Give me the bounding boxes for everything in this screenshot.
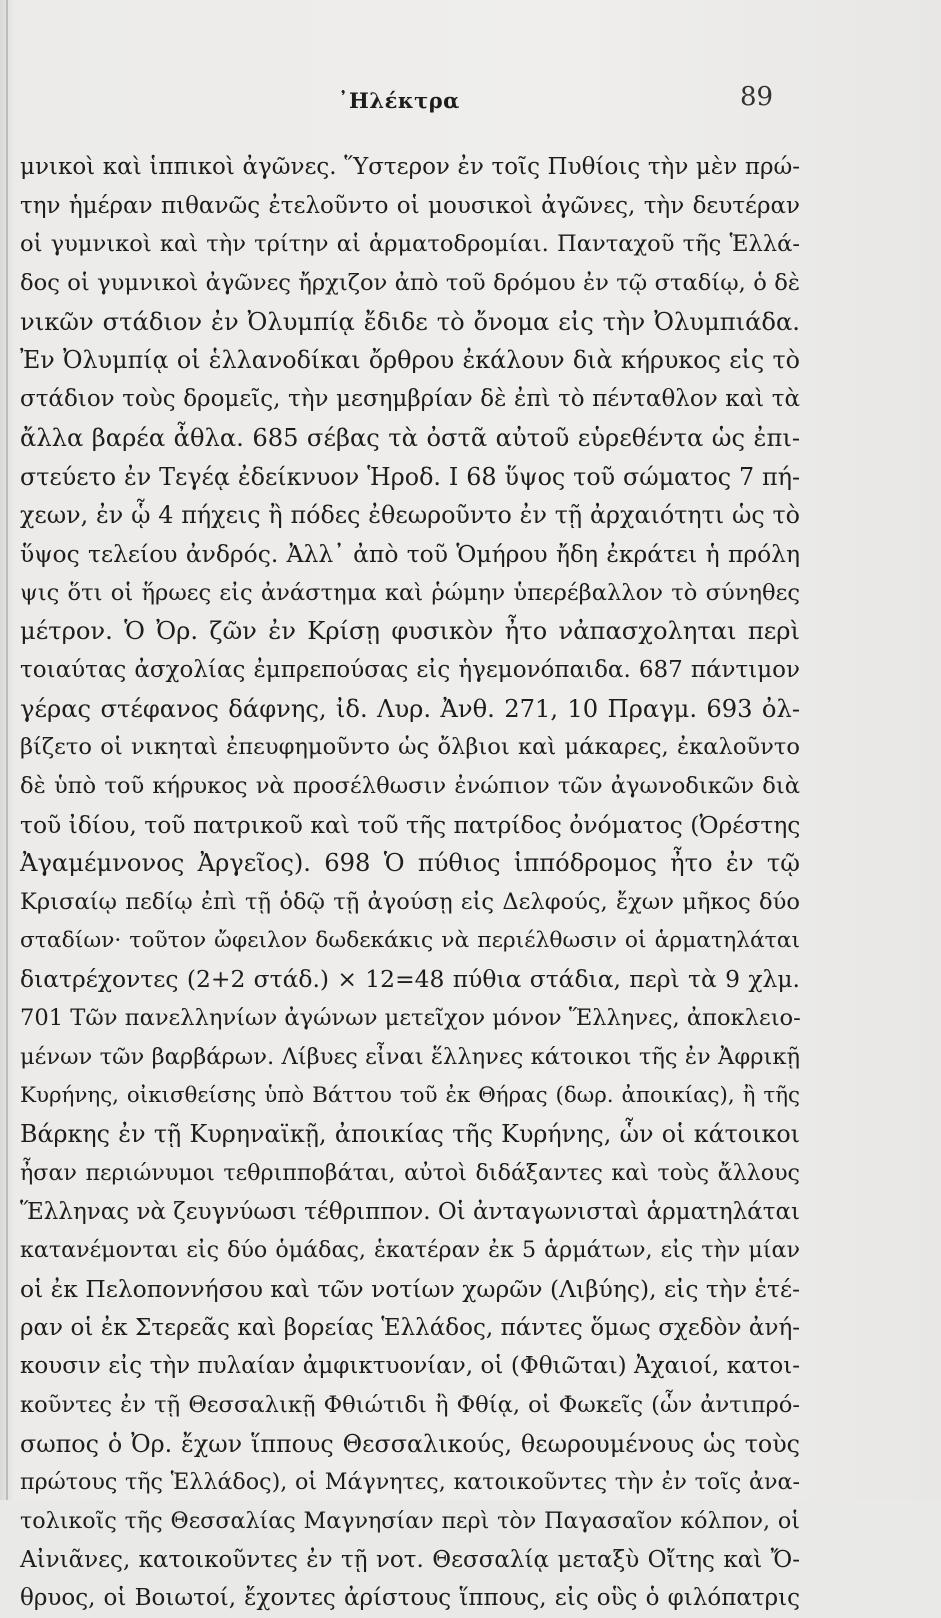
text-line: τολικοῖς τῆς Θεσσαλίας Μαγνησίαν περὶ τὸν Παγασαῖον κόλπον, οἱ — [20, 1508, 800, 1535]
text-line: Κρισαίῳ πεδίῳ ἐπὶ τῇ ὁδῷ τῇ ἀγούσῃ εἰς Δελφούς, ἔχων μῆκος δύο — [20, 889, 800, 916]
text-line: τοῦ ἰδίου, τοῦ πατρικοῦ καὶ τοῦ τῆς πατρίδος ὀνόματος (Ὀρέστης — [20, 810, 801, 839]
text-line: σωπος ὁ Ὀρ. ἔχων ἵππους Θεσσαλικούς, θεωρουμένους ὡς τοὺς — [20, 1429, 800, 1458]
page-number: 89 — [740, 82, 774, 112]
text-line: χεων, ἐν ᾧ 4 πήχεις ἢ πόδες ἐθεωροῦντο ἐν τῇ ἀρχαιότητι ὡς τὸ — [20, 501, 800, 530]
text-line: οἱ ἐκ Πελοποννήσου καὶ τῶν νοτίων χωρῶν (Λιβύης), εἰς τὴν ἑτέ- — [20, 1274, 800, 1303]
text-line: την ἡμέραν πιθανῶς ἐτελοῦντο οἱ μουσικοὶ ἀγῶνες, τὴν δευτέραν — [20, 192, 800, 219]
text-line: μέτρον. Ὁ Ὀρ. ζῶν ἐν Κρίσῃ φυσικὸν ἦτο νἀπασχοληται περὶ — [20, 617, 800, 646]
text-line: τοιαύτας ἀσχολίας ἐμπρεπούσας εἰς ἡγεμονόπαιδα. 687 πάντιμον — [20, 656, 800, 683]
text-line: Ἐν Ὀλυμπίᾳ οἱ ἑλλανοδίκαι ὄρθρου ἐκάλουν διὰ κήρυκος εἰς τὸ — [20, 346, 800, 375]
text-line: στάδιον τοὺς δρομεῖς, τὴν μεσημβρίαν δὲ ἐπὶ τὸ πένταθλον καὶ τὰ — [20, 386, 800, 413]
text-line: ψις ὅτι οἱ ἥρωες εἰς ἀνάστημα καὶ ῥώμην ὑπερέβαλλον τὸ σύνηθες — [20, 579, 800, 606]
text-line: δος οἱ γυμνικοὶ ἀγῶνες ἤρχιζον ἀπὸ τοῦ δρόμου ἐν τῷ σταδίῳ, ὁ δὲ — [20, 270, 800, 297]
page-edge — [6, 0, 8, 1500]
text-line: διατρέχοντες (2+2 στάδ.) × 12=48 πύθια στάδια, περὶ τὰ 9 χλμ. — [20, 965, 800, 994]
text-line: πρώτους τῆς Ἑλλάδος), οἱ Μάγνητες, κατοικοῦντες τὴν ἐν τοῖς ἀνα- — [20, 1469, 800, 1496]
text-line: Βάρκης ἐν τῇ Κυρηναϊκῇ, ἀποικίας τῆς Κυρήνης, ὧν οἱ κάτοικοι — [20, 1120, 800, 1149]
text-line: ἦσαν περιώνυμοι τεθριπποβάται, αὐτοὶ διδάξαντες καὶ τοὺς ἄλλους — [20, 1159, 800, 1186]
page-header — [0, 82, 941, 118]
text-line: Ἕλληνας νὰ ζευγνύωσι τέθριππον. Οἱ ἀνταγωνισταὶ ἁρματηλάται — [20, 1198, 800, 1225]
text-line: θρυος, οἱ Βοιωτοί, ἔχοντες ἀρίστους ἵππους, εἰς οὓς ὁ φιλόπατρις — [20, 1585, 800, 1612]
text-line: νικῶν στάδιον ἐν Ὀλυμπίᾳ ἔδιδε τὸ ὄνομα εἰς τὴν Ὀλυμπιάδα. — [20, 307, 800, 336]
text-line: μνικοὶ καὶ ἱππικοὶ ἀγῶνες. Ὕστερον ἐν τοῖς Πυθίοις τὴν μὲν πρώ- — [20, 154, 800, 180]
text-line: βίζετο οἱ νικηταὶ ἐπευφημοῦντο ὡς ὄλβιοι καὶ μάκαρες, ἐκαλοῦντο — [20, 734, 800, 761]
text-line: σταδίων· τοῦτον ὤφειλον δωδεκάκις νὰ περιέλθωσιν οἱ ἁρματηλάται — [20, 927, 800, 953]
text-line: δὲ ὑπὸ τοῦ κήρυκος νὰ προσέλθωσιν ἐνώπιον τῶν ἀγωνοδικῶν διὰ — [20, 773, 800, 799]
text-line: ὕψος τελείου ἀνδρός. Ἀλλ᾿ ἀπὸ τοῦ Ὁμήρου ἤδη ἐκράτει ἡ πρόλη — [20, 539, 800, 568]
text-line: Κυρήνης, οἰκισθείσης ὑπὸ Βάττου τοῦ ἐκ Θήρας (δωρ. ἀποικίας), ἢ τῆς — [20, 1082, 800, 1108]
text-line: Ἀγαμέμνονος Ἀργεῖος). 698 Ὁ πύθιος ἱππόδρομος ἦτο ἐν τῷ — [20, 849, 800, 878]
text-line: γέρας στέφανος δάφνης, ἰδ. Λυρ. Ἀνθ. 271, 10 Πραγμ. 693 ὀλ- — [20, 694, 800, 723]
text-line: ραν οἱ ἐκ Στερεᾶς καὶ βορείας Ἑλλάδος, πάντες ὅμως σχεδὸν ἀνή- — [20, 1314, 800, 1341]
text-line: κατανέμονται εἰς δύο ὁμάδας, ἑκατέραν ἐκ 5 ἁρμάτων, εἰς τὴν μίαν — [20, 1237, 800, 1264]
running-title: ᾿Ηλέκτρα — [338, 88, 460, 113]
commentary-text — [20, 148, 800, 1618]
text-line: 701 Τῶν πανελληνίων ἀγώνων μετεῖχον μόνον Ἕλληνες, ἀποκλειο- — [20, 1005, 801, 1032]
text-line: κουσιν εἰς τὴν πυλαίαν ἀμφικτυονίαν, οἱ (Φθιῶται) Ἀχαιοί, κατοι- — [20, 1353, 800, 1380]
text-line: Αἰνιᾶνες, κατοικοῦντες ἐν τῇ νοτ. Θεσσαλίᾳ μεταξὺ Οἴτης καὶ Ὄ- — [20, 1546, 800, 1573]
text-line: στεύετο ἐν Τεγέᾳ ἐδείκνυον Ἡροδ. Ι 68 ὕψος τοῦ σώματος 7 πή- — [20, 462, 800, 491]
text-line: ἄλλα βαρέα ἆθλα. 685 σέβας τὰ ὀστᾶ αὐτοῦ εὑρεθέντα ὡς ἐπι- — [20, 423, 800, 452]
text-line: κοῦντες ἐν τῇ Θεσσαλικῇ Φθιώτιδι ἢ Φθίᾳ, οἱ Φωκεῖς (ὧν ἀντιπρό- — [20, 1392, 800, 1418]
text-line: οἱ γυμνικοὶ καὶ τὴν τρίτην αἱ ἁρματοδρομίαι. Πανταχοῦ τῆς Ἑλλά- — [20, 231, 800, 258]
text-line: μένων τῶν βαρβάρων. Λίβυες εἶναι ἕλληνες κάτοικοι τῆς ἐν Ἀφρικῇ — [20, 1043, 800, 1070]
